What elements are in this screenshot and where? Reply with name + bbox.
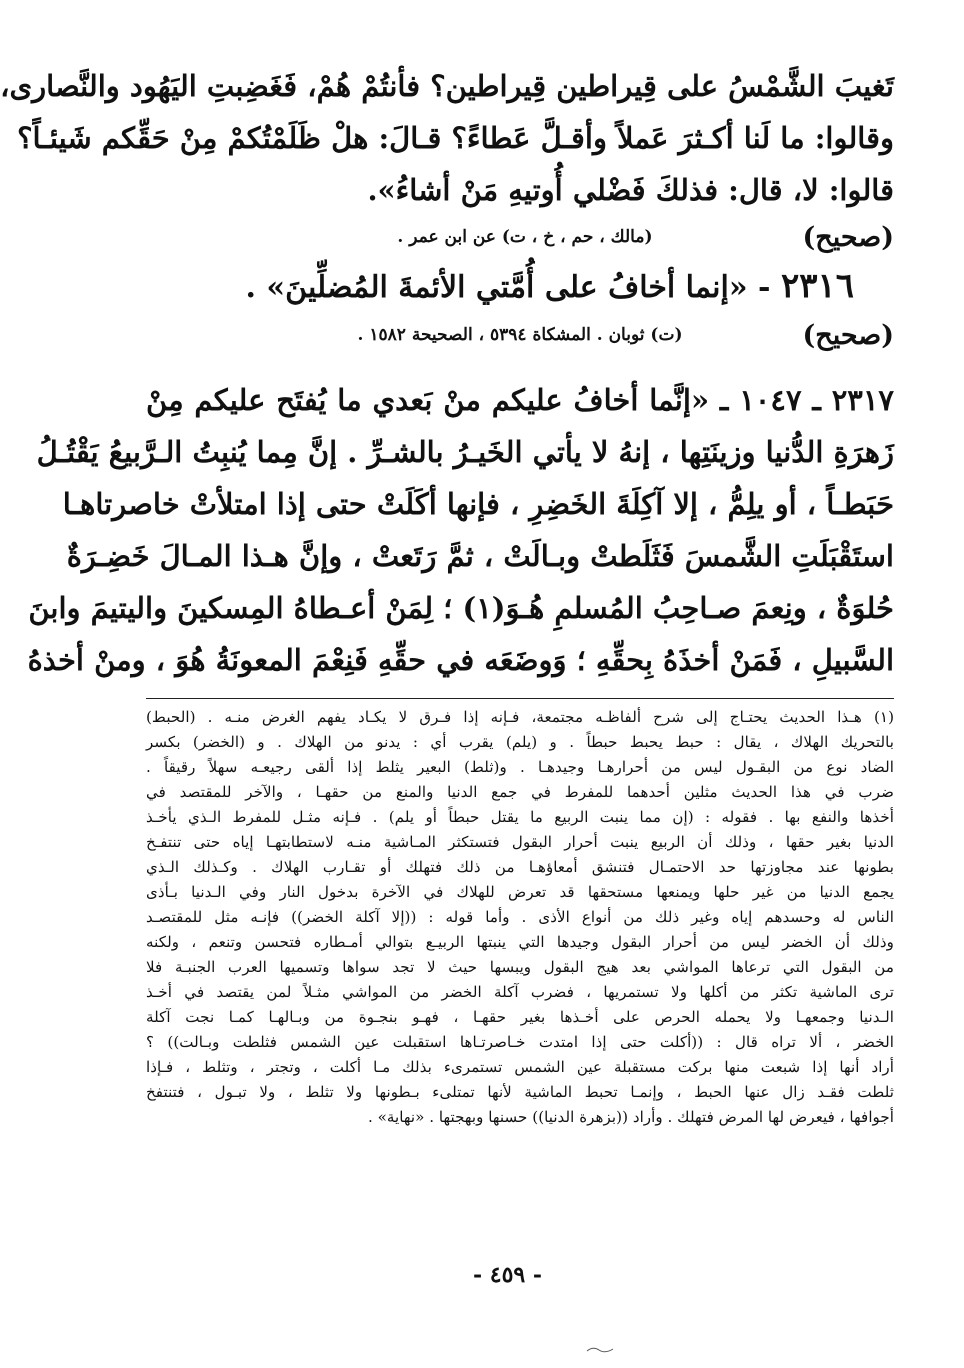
text-line: قالوا: لا، قال: فذلكَ فَضْلي أُوتيهِ مَنْ أشاءُ». bbox=[367, 173, 894, 207]
footnote-line: ترى الماشية تكثر من أكلها ولا تستمريها ، فضرب آكلة الخضر من المواشي مثـلاً لمن يقتصد في أخـذ bbox=[146, 983, 894, 1001]
footnote-line: يجمع الدنيا من غير حلها ويمنعها مستحقها قد تعرض للهلاك في الآخرة بدخول النار وفي الـدنيا بـأذى bbox=[146, 883, 894, 901]
text-line: استَقْبَلَتِ الشَّمسَ فَثَلَطتْ وبـالَتْ ، ثمَّ رَتَعتْ ، وإنَّ هـذا المـالَ خَضِـرَةٌ bbox=[66, 539, 894, 573]
footnote-block bbox=[146, 705, 894, 1130]
grade-row-2316 bbox=[146, 314, 894, 356]
page-number: - ٤٥٩ - bbox=[51, 1262, 964, 1288]
hadith-text: - «إنما أخافُ على أُمَّتي الأئمةَ المُضلِّينَ» . bbox=[245, 270, 771, 305]
footnote-line: ثلطت فقـد زال عنها الحبط ، وإنمـا تحبط الماشية لأنها تمتلىء بـطونها ولا تثلط ، ولا تبـول ، فتنتفخ bbox=[146, 1083, 894, 1101]
footnote-line: من البقول التي ترعاها المواشي بعد هيج البقول ويبسها حيث لا تجد سواها وتسميها العرب الجنبـة فلا bbox=[146, 958, 894, 976]
footnote-line: الضاد نوع من البقـول ليس من أحرارهـا وجيدهـا . و(ثلط) البعير يثلط إذا ألقى رجيعـه سهلاً رقيقاً . bbox=[146, 758, 894, 776]
spacer bbox=[146, 356, 894, 374]
text-line: حُلوَةٌ ، ونِعمَ صـاحِبُ المُسلمِ هُـوَ(١) ؛ لِمَنْ أعـطاهُ المِسكينَ واليتيمَ وابنَ bbox=[28, 591, 894, 625]
hadith-2317-block bbox=[27, 374, 894, 686]
footnote-line: الـدنيا وجمعهـا ولا يحمله الحرص على أخـذها بغير حقهـا ، فهـو بنجـوة من وبـالهـا كمـا نجت آكلة bbox=[146, 1008, 894, 1026]
scan-artifact-icon bbox=[585, 1344, 615, 1354]
footnote-separator bbox=[146, 698, 894, 699]
footnote-line: الناس له وحسدهم إياه وغير ذلك من أنواع الأذى . وأما قوله : ((إلا آكلة الخضر)) فإنـه مثل للمقتصـد bbox=[146, 908, 894, 926]
grade-label: ( صحيح ) bbox=[803, 222, 895, 253]
hadith-2316-line bbox=[146, 258, 894, 314]
footnote-line: (١) هـذا الحديث يحتـاج إلى شرح ألفاظـه مجتمعة، فـإنه إذا فـرق لا يكـاد يفهم الغرض منـه . (الحبط) bbox=[146, 708, 894, 726]
text-line: وقالوا: ما لَنا أكـثرَ عَملاً وأقـلَّ عَطاءً؟ قـالَ: هلْ ظَلَمْتُكمْ مِنْ حَقِّكم شَيئـاً؟ bbox=[17, 121, 894, 155]
footnote-line: بالتحريك الهلاك ، يقال : حبط يحبط حبطاً . و (يلم) يقرب أي : يدنو من الهلاك . و (الخضر) بكسر bbox=[146, 733, 894, 751]
source-reference: (ت) ثوبان . المشكاة ٥٣٩٤ ، الصحيحة ١٥٨٢ . bbox=[357, 325, 683, 345]
source-reference: (مالك ، حم ، خ ، ت) عن ابن عمر . bbox=[397, 227, 653, 247]
footnote-line: أراد أنها إذا شبعت منها بركت مستقبلة عين الشمس تستمرىء بذلك مـا أكلت ، وتجتر ، وتثلط ، فـإذا bbox=[146, 1058, 894, 1076]
footnote-line: أجوافها ، فيعرض لها المرض فتهلك . وأراد ((بزهرة الدنيا)) حسنها وبهجتها . «نهاية» . bbox=[367, 1108, 894, 1126]
hadith-number: ٢٣١٦ bbox=[780, 266, 854, 306]
grade-label: ( صحيح ) bbox=[803, 320, 895, 351]
footnote-line: الدنيا بغير حقها ، وذلك أن الربيع ينبت أحرار البقول فتستكثر المـاشية منـه لاستطابتهـا إياه حتى تنتفـخ bbox=[146, 833, 894, 851]
footnote-line: أخذها والنفع بها . فقوله : (إن مما ينبت الربيع ما يقتل حبطاً أو يلم) . فـإنه مثـل للمفرط الـذي يأخـذ bbox=[146, 808, 894, 826]
footnote-line: ضرب في هذا الحديث مثلين أحدهما للمفرط في جمع الدنيا والمنع من حقهـا ، والآخر للمقتصد في bbox=[146, 783, 894, 801]
text-line: السَّبيلِ ، فَمَنْ أخذَهُ بِحقِّهِ ؛ وَوضَعَه في حقِّهِ فَنِعْمَ المعونَةُ هُوَ ، ومنْ أخذهُ bbox=[27, 643, 894, 677]
footnote-line: وذلك أن الخضر ليس من أحرار البقول وجيدها التي ينبتها الربيـع بتوالي أمـطاره فتحسن وتنعم ، ولكنه bbox=[146, 933, 894, 951]
text-line: حَبَطـاً ، أو يلِمُّ ، إلا آكِلَةَ الخَضِرِ ، فإنها أكَلَتْ حتى إذا امتلأتْ خاصرتاهـا bbox=[62, 487, 894, 521]
text-line: زَهرَةِ الدُّنيا وزينَتِها ، إنهُ لا يأتي الخَيـرُ بالشـرِّ . إنَّ مِما يُنبِتُ الـرَّبيعُ يَقْتُـلُ bbox=[36, 435, 894, 469]
top-text-block bbox=[0, 60, 894, 216]
text-line: ٢٣١٧ ـ ١٠٤٧ ـ «إنَّما أخافُ عليكم منْ بَعدي ما يُفتَح عليكم مِنْ bbox=[146, 383, 894, 417]
grade-row-top bbox=[146, 216, 894, 258]
text-line: تَغيبَ الشَّمْسُ على قِيراطين قِيراطين؟ فأنتُمْ هُمْ، فَغَضِبتِ اليَهُود والنَّصارى، bbox=[0, 69, 894, 103]
footnote-line: الخضر ، ألا تراه قال : ((أكلت حتى إذا امتدت خـاصرتـاها استقبلت عين الشمس فثلطت وبـالت)) ؟ bbox=[146, 1033, 894, 1051]
footnote-line: بطونها عند مجاوزتها حد الاحتمـال فتنشق أمعاؤهـا من ذلك فتهلك أو تقـارب الهلاك . وكـذلك الـذي bbox=[146, 858, 894, 876]
